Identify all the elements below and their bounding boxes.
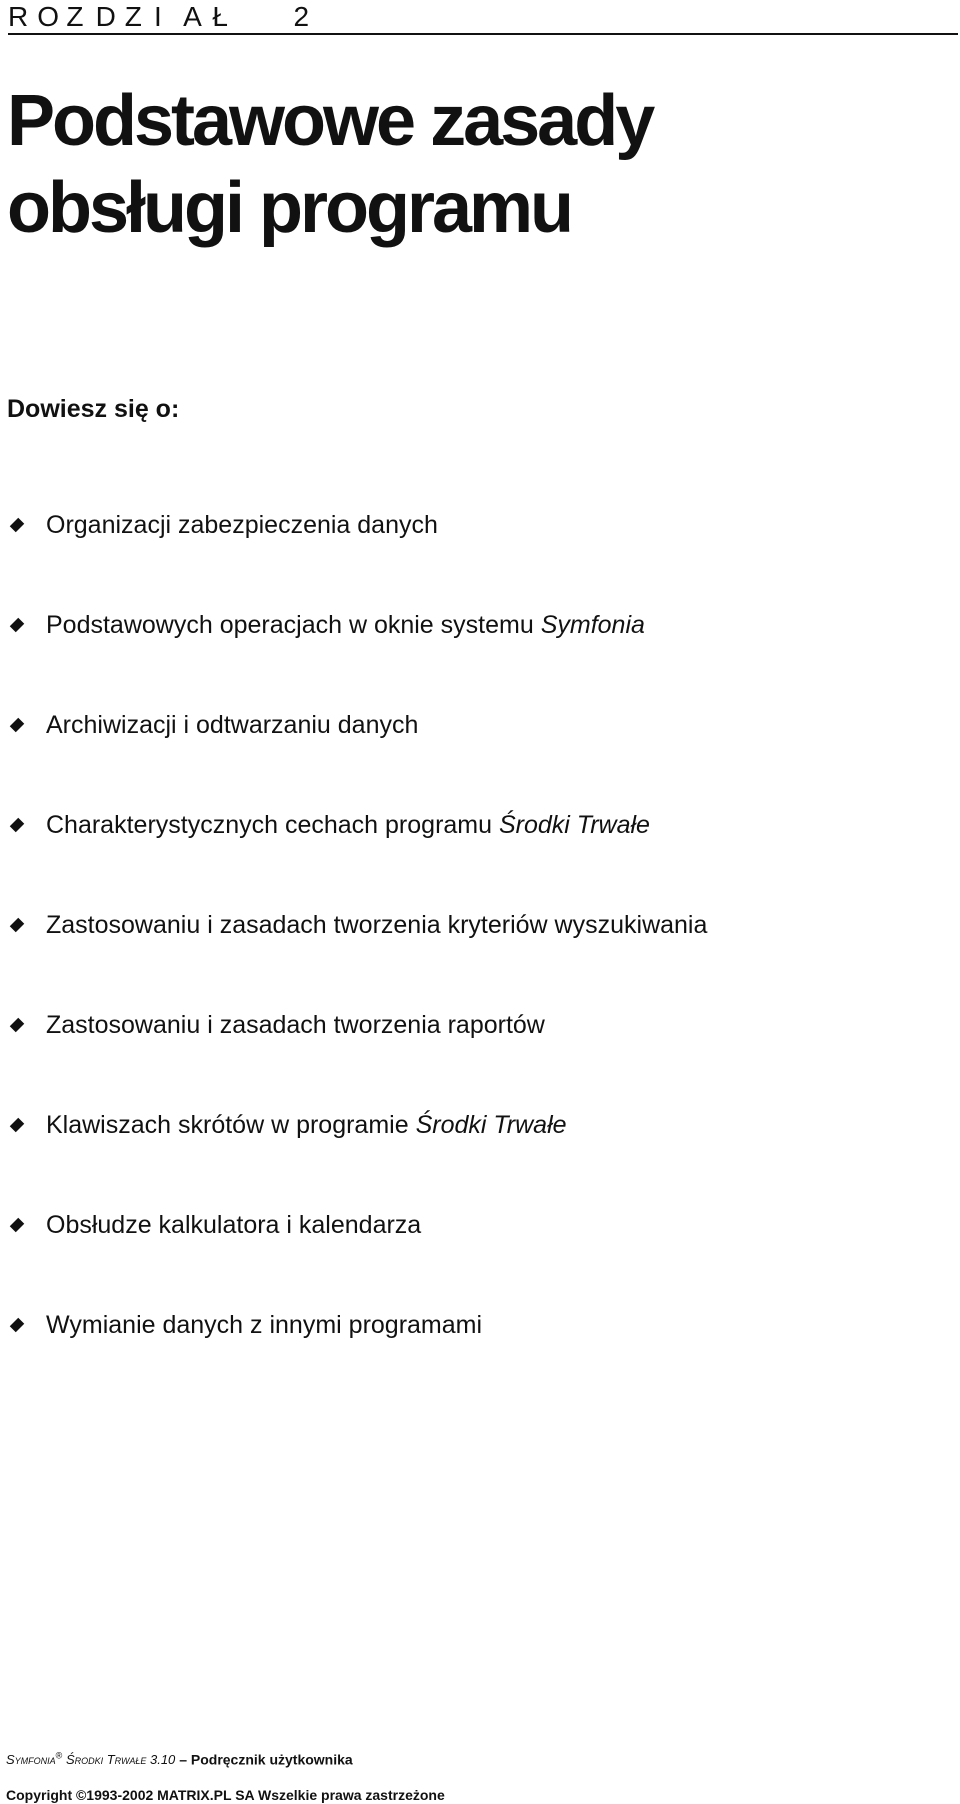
list-item-text: Zastosowaniu i zasadach tworzenia raportów [46, 1011, 545, 1039]
list-item [10, 575, 950, 675]
list-item-text: Wymianie danych z innymi programami [46, 1311, 483, 1339]
diamond-bullet-icon [10, 718, 24, 732]
diamond-bullet-icon [10, 1218, 24, 1232]
list-item-text: Archiwizacji i odtwarzaniu danych [46, 711, 419, 739]
list-item [10, 475, 950, 575]
footer-module-name: Środki Trwałe [65, 1752, 147, 1768]
chapter-letter: R [8, 1, 29, 32]
list-item-text: Klawiszach skrótów w programie Środki Trwałe [46, 1111, 567, 1139]
diamond-bullet-icon [10, 1318, 24, 1332]
intro-heading: Dowiesz się o: [7, 395, 180, 423]
chapter-letter: Ł [212, 1, 228, 32]
chapter-letter: A [183, 1, 202, 32]
footer-product [6, 1752, 175, 1767]
copyright-notice: Copyright ©1993-2002 MATRIX.PL SA Wszelkie prawa zastrzeżone [6, 1787, 445, 1803]
registered-mark: ® [55, 1751, 63, 1761]
footer-manual-title: Podręcznik użytkownika [190, 1751, 353, 1768]
chapter-letter: O [37, 1, 59, 32]
list-item-text: Charakterystycznych cechach programu Środki Trwałe [46, 811, 650, 839]
diamond-bullet-icon [10, 918, 24, 932]
diamond-bullet-icon [10, 1118, 24, 1132]
chapter-letter: Z [66, 1, 84, 32]
page-title-line-1: Podstawowe zasady [7, 81, 653, 161]
list-item [10, 975, 950, 1075]
list-item [10, 1275, 950, 1375]
diamond-bullet-icon [10, 1018, 24, 1032]
list-item [10, 1075, 950, 1175]
page-title [7, 78, 652, 252]
footer-version: 3.10 [149, 1752, 176, 1768]
list-item [10, 675, 950, 775]
diamond-bullet-icon [10, 518, 24, 532]
list-item [10, 1175, 950, 1275]
footer-product-name: Symfonia [6, 1752, 56, 1768]
list-item [10, 775, 950, 875]
chapter-letter: D [95, 1, 116, 32]
topic-list [10, 475, 950, 1375]
list-item-text: Organizacji zabezpieczenia danych [46, 511, 438, 539]
list-item [10, 875, 950, 975]
list-item-text: Podstawowych operacjach w oknie systemu Symfonia [46, 611, 645, 639]
list-item-text: Obsłudze kalkulatora i kalendarza [46, 1211, 422, 1239]
footer-separator: – [179, 1751, 187, 1768]
page-title-line-2: obsługi programu [7, 168, 571, 248]
page-footer [6, 1751, 946, 1767]
diamond-bullet-icon [10, 618, 24, 632]
chapter-number: 2 [293, 1, 310, 32]
chapter-letter: Z [124, 1, 142, 32]
diamond-bullet-icon [10, 818, 24, 832]
chapter-header [8, 0, 958, 35]
chapter-letter: I [153, 1, 162, 32]
list-item-text: Zastosowaniu i zasadach tworzenia kryteriów wyszukiwania [46, 911, 708, 939]
